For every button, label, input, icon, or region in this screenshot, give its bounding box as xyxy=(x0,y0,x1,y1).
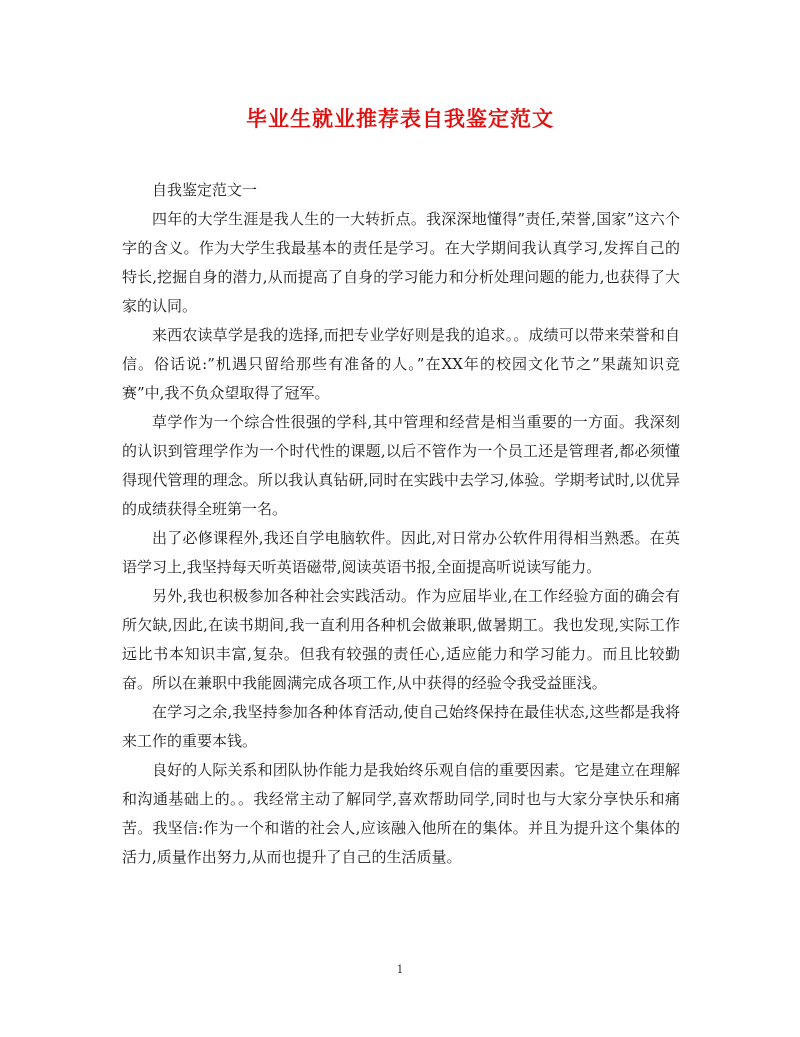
paragraph-6: 在学习之余,我坚持参加各种体育活动,使自己始终保持在最佳状态,这些都是我将来工作的重要本钱。 xyxy=(122,703,680,750)
paragraph-3: 草学作为一个综合性很强的学科,其中管理和经营是相当重要的一方面。我深刻的认识到管理学作为一个时代性的课题,以后不管作为一个员工还是管理者,都必须懂得现代管理的理念。所以我认真钻研,同时在实践中去学习,体验。学期考试时,以优异的成绩获得全班第一名。 xyxy=(122,413,680,518)
document-title: 毕业生就业推荐表自我鉴定范文 xyxy=(246,106,554,131)
paragraph-2: 来西农读草学是我的选择,而把专业学好则是我的追求。。成绩可以带来荣誉和自信。俗话说:”机遇只留给那些有准备的人。”在XX年的校园文化节之”果蔬知识竞赛”中,我不负众望取得了冠军。 xyxy=(122,326,680,402)
paragraph-1: 四年的大学生涯是我人生的一大转折点。我深深地懂得”责任,荣誉,国家”这六个字的含义。作为大学生我最基本的责任是学习。在大学期间我认真学习,发挥自己的特长,挖掘自身的潜力,从而提高了自身的学习能力和分析处理问题的能力,也获得了大家的认同。 xyxy=(122,210,680,315)
section-heading: 自我鉴定范文一 xyxy=(152,181,258,199)
paragraph-4: 出了必修课程外,我还自学电脑软件。因此,对日常办公软件用得相当熟悉。在英语学习上,我坚持每天听英语磁带,阅读英语书报,全面提高听说读写能力。 xyxy=(122,529,680,576)
paragraph-7: 良好的人际关系和团队协作能力是我始终乐观自信的重要因素。它是建立在理解和沟通基础上的。。我经常主动了解同学,喜欢帮助同学,同时也与大家分享快乐和痛苦。我坚信:作为一个和谐的社会人,应该融入他所在的集体。并且为提升这个集体的活力,质量作出努力,从而也提升了自己的生活质量。 xyxy=(122,761,680,866)
page-number: 1 xyxy=(396,963,404,976)
document-body xyxy=(122,176,680,872)
paragraph-5: 另外,我也积极参加各种社会实践活动。作为应届毕业,在工作经验方面的确会有所欠缺,因此,在读书期间,我一直利用各种机会做兼职,做暑期工。我也发现,实际工作远比书本知识丰富,复杂。但我有较强的责任心,适应能力和学习能力。而且比较勤奋。所以在兼职中我能圆满完成各项工作,从中获得的经验令我受益匪浅。 xyxy=(122,587,680,692)
